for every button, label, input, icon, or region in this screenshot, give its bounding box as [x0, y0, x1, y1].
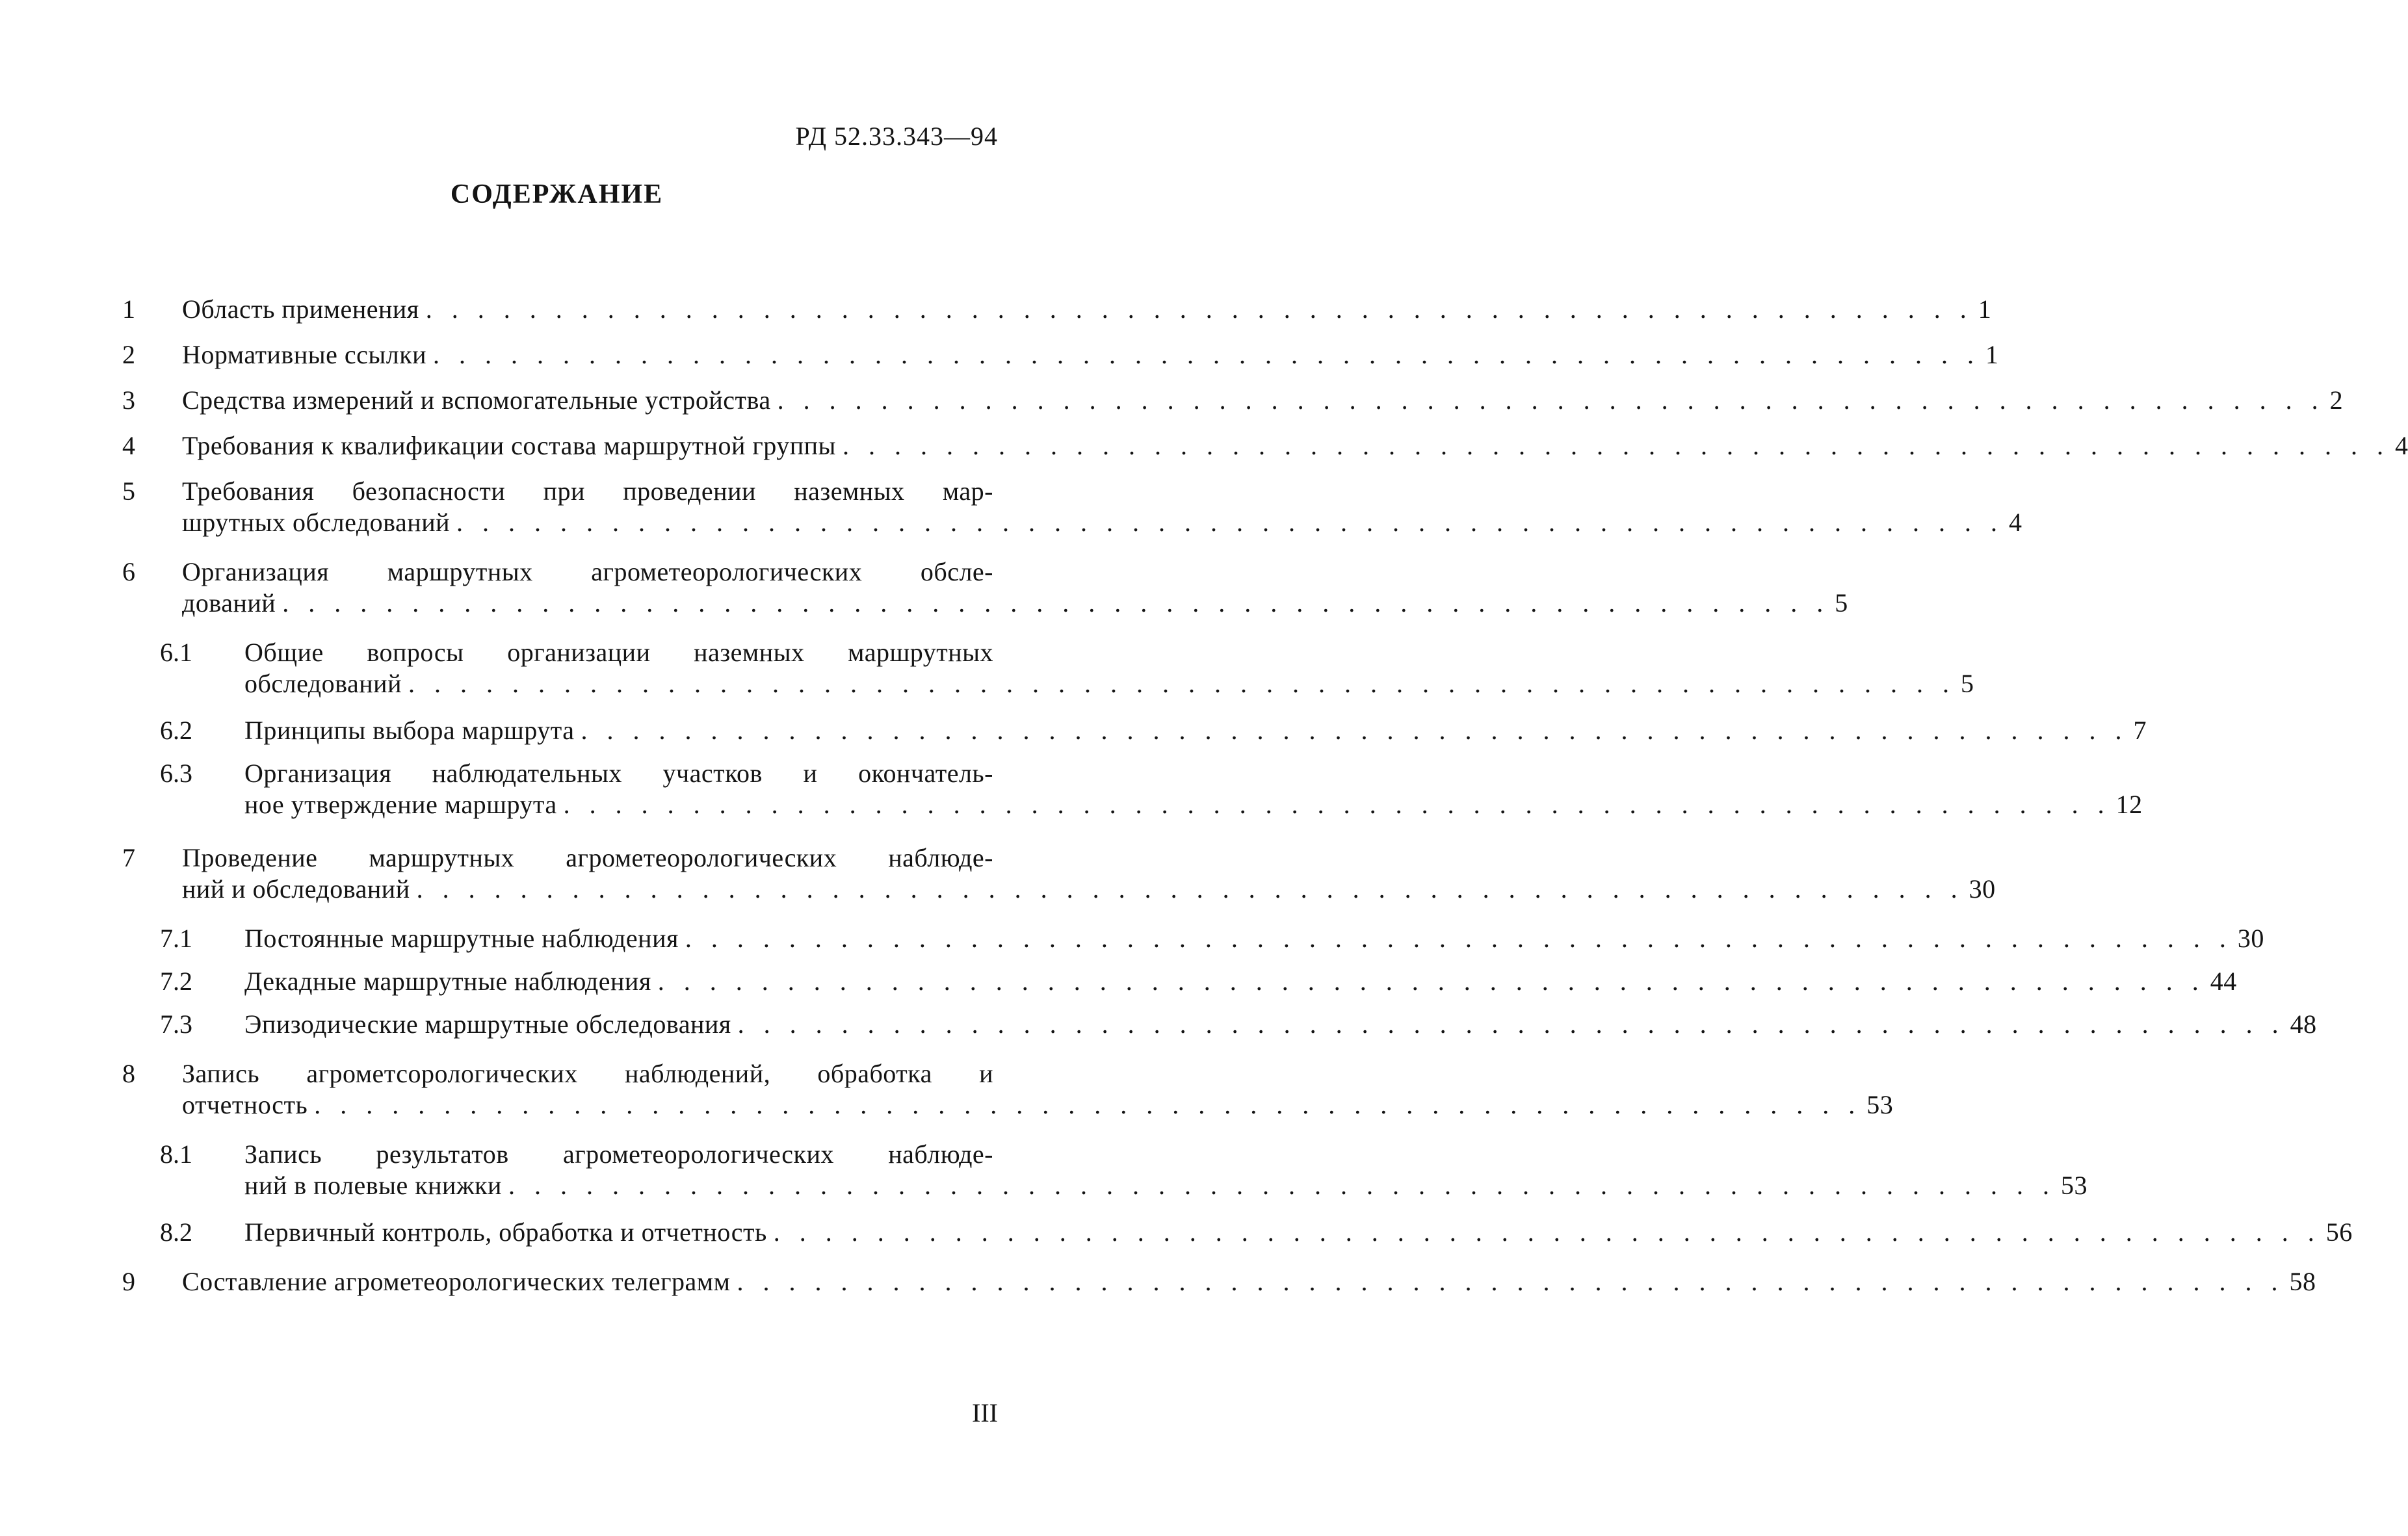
toc-entry-page: 12: [2115, 790, 2143, 819]
toc-entry-title-line: Требования к квалификации состава маршрутной группы: [182, 431, 836, 460]
toc-entry-page: 4: [2394, 431, 2408, 460]
dot-leader: . . . . . . . . . . . . . . . . . . . . . . . . . . . . . . . . . . . . . . . . . . . . . . . . . . . . . . . . . . . .: [456, 508, 2004, 537]
toc-entry-number: 8.1: [160, 1139, 192, 1169]
toc-entry-page: 5: [1835, 588, 1848, 618]
toc-entry-page: 58: [2289, 1267, 2316, 1296]
page-number: III: [972, 1398, 998, 1427]
toc-entry-title-line: Запись агрометсорологических наблюдений, обработка и: [182, 1059, 993, 1088]
toc-entry-number: 7.3: [160, 1009, 192, 1039]
toc-entry-title-line: Эпизодические маршрутные обследования: [244, 1009, 731, 1039]
toc-entry-title-line: Область применения: [182, 294, 419, 324]
toc-entry: [122, 923, 2264, 954]
toc-entry-page: 7: [2133, 716, 2147, 745]
toc-entry-number: 7.2: [160, 967, 192, 996]
toc-entry-title-line: ний в полевые книжки: [244, 1171, 502, 1200]
toc-entry-page: 1: [1978, 294, 1992, 324]
toc-entry: [122, 476, 2022, 538]
toc-entry-title-line: Проведение маршрутных агрометеорологических наблюде-: [182, 843, 993, 872]
toc-entry: [122, 842, 1996, 905]
toc-entry: [122, 637, 1974, 699]
dot-leader: . . . . . . . . . . . . . . . . . . . . . . . . . . . . . . . . . . . . . . . . . . . . . . . . . . . . . . . . . . . .: [508, 1171, 2056, 1200]
toc-entry-number: 6: [122, 557, 135, 586]
dot-leader: . . . . . . . . . . . . . . . . . . . . . . . . . . . . . . . . . . . . . . . . . . . . . . . . . . . . . . . . . . . .: [737, 1267, 2284, 1296]
toc-entry: [122, 1139, 2087, 1201]
dot-leader: . . . . . . . . . . . . . . . . . . . . . . . . . . . . . . . . . . . . . . . . . . . . . . . . . . . . . . . . . . . .: [416, 874, 1964, 904]
toc-entry-number: 6.3: [160, 759, 192, 788]
toc-entry-number: 6.1: [160, 638, 192, 667]
dot-leader: . . . . . . . . . . . . . . . . . . . . . . . . . . . . . . . . . . . . . . . . . . . . . . . . . . . . . . . . . . . .: [563, 790, 2111, 819]
toc-entry-number: 3: [122, 385, 135, 415]
toc-entry-page: 56: [2325, 1217, 2353, 1247]
toc-entry-number: 9: [122, 1267, 135, 1296]
toc-entry-page: 30: [1969, 874, 1996, 904]
toc-entry-page: 30: [2237, 924, 2264, 953]
toc-entry-title-line: Принципы выбора маршрута: [244, 716, 575, 745]
dot-leader: . . . . . . . . . . . . . . . . . . . . . . . . . . . . . . . . . . . . . . . . . . . . . . . . . . . . . . . . . . . .: [657, 967, 2205, 996]
toc-entry-title-line: обследований: [244, 669, 402, 698]
toc-entry: [122, 1217, 2353, 1248]
toc-entry-title-line: Постоянные маршрутные наблюдения: [244, 924, 679, 953]
dot-leader: . . . . . . . . . . . . . . . . . . . . . . . . . . . . . . . . . . . . . . . . . . . . . . . . . . . . . . . . . . . .: [408, 669, 1956, 698]
toc-entry-number: 8.2: [160, 1217, 192, 1247]
toc-entry-title-line: Первичный контроль, обработка и отчетность: [244, 1217, 767, 1247]
toc-entry-page: 48: [2290, 1009, 2317, 1039]
toc-entry: [122, 758, 2143, 820]
toc-entry: [122, 1009, 2317, 1040]
toc-entry-page: 5: [1960, 669, 1974, 698]
toc-entry-number: 7.1: [160, 924, 192, 953]
toc-entry-title-line: Декадные маршрутные наблюдения: [244, 967, 651, 996]
toc-entry-title-line: Составление агрометеорологических телеграмм: [182, 1267, 731, 1296]
toc-entry-page: 4: [2009, 508, 2022, 537]
dot-leader: . . . . . . . . . . . . . . . . . . . . . . . . . . . . . . . . . . . . . . . . . . . . . . . . . . . . . . . . . . . .: [282, 588, 1830, 618]
toc-entry-title-line: Нормативные ссылки: [182, 340, 427, 369]
toc-entry: [122, 1266, 2316, 1297]
toc-entry-title-line: Организация наблюдательных участков и окончатель-: [244, 759, 993, 788]
table-of-contents: [122, 294, 2408, 1297]
toc-entry-title-line: Запись результатов агрометеорологических наблюде-: [244, 1139, 993, 1169]
toc-entry-title-line: отчетность: [182, 1090, 308, 1119]
toc-entry-number: 4: [122, 431, 135, 460]
dot-leader: . . . . . . . . . . . . . . . . . . . . . . . . . . . . . . . . . . . . . . . . . . . . . . . . . . . . . . . . . . . .: [737, 1009, 2285, 1039]
dot-leader: . . . . . . . . . . . . . . . . . . . . . . . . . . . . . . . . . . . . . . . . . . . . . . . . . . . . . . . . . . . .: [777, 385, 2325, 415]
toc-entry-page: 2: [2329, 385, 2344, 415]
toc-entry: [122, 1058, 1894, 1121]
toc-entry: [122, 715, 2147, 746]
document-code: РД 52.33.343—94: [795, 122, 998, 151]
dot-leader: . . . . . . . . . . . . . . . . . . . . . . . . . . . . . . . . . . . . . . . . . . . . . . . . . . . . . . . . . . . .: [314, 1090, 1862, 1119]
toc-entry: [122, 966, 2237, 997]
toc-entry-title-line: Требования безопасности при проведении наземных мар-: [182, 476, 993, 506]
toc-entry-page: 53: [1866, 1090, 1894, 1119]
toc-entry: [122, 385, 2344, 416]
page-title: СОДЕРЖАНИЕ: [450, 179, 664, 209]
dot-leader: . . . . . . . . . . . . . . . . . . . . . . . . . . . . . . . . . . . . . . . . . . . . . . . . . . . . . . . . . . . .: [685, 924, 2232, 953]
toc-entry-page: 44: [2210, 967, 2237, 996]
toc-entry-page: 1: [1985, 340, 1999, 369]
toc-entry-page: 53: [2060, 1171, 2087, 1200]
toc-entry: [122, 339, 1999, 371]
dot-leader: . . . . . . . . . . . . . . . . . . . . . . . . . . . . . . . . . . . . . . . . . . . . . . . . . . . . . . . . . . . .: [433, 340, 1981, 369]
toc-entry: [122, 294, 1992, 325]
toc-entry: [122, 556, 1848, 619]
toc-entry: [122, 430, 2408, 462]
toc-entry-title-line: Общие вопросы организации наземных маршрутных: [244, 638, 993, 667]
toc-entry-title-line: ний и обследований: [182, 874, 410, 904]
toc-entry-title-line: Средства измерений и вспомогательные устройства: [182, 385, 771, 415]
toc-entry-number: 8: [122, 1059, 135, 1088]
toc-entry-number: 6.2: [160, 716, 192, 745]
toc-entry-title-line: Организация маршрутных агрометеорологических обсле-: [182, 557, 993, 586]
dot-leader: . . . . . . . . . . . . . . . . . . . . . . . . . . . . . . . . . . . . . . . . . . . . . . . . . . . . . . . . . . . .: [842, 431, 2390, 460]
toc-entry-number: 5: [122, 476, 135, 506]
dot-leader: . . . . . . . . . . . . . . . . . . . . . . . . . . . . . . . . . . . . . . . . . . . . . . . . . . . . . . . . . . . .: [581, 716, 2128, 745]
toc-entry-number: 2: [122, 340, 135, 369]
dot-leader: . . . . . . . . . . . . . . . . . . . . . . . . . . . . . . . . . . . . . . . . . . . . . . . . . . . . . . . . . . . .: [773, 1217, 2321, 1247]
dot-leader: . . . . . . . . . . . . . . . . . . . . . . . . . . . . . . . . . . . . . . . . . . . . . . . . . . . . . . . . . . . .: [425, 294, 1973, 324]
toc-entry-number: 7: [122, 843, 135, 872]
toc-entry-title-line: шрутных обследований: [182, 508, 451, 537]
toc-entry-title-line: ное утверждение маршрута: [244, 790, 557, 819]
toc-entry-title-line: дований: [182, 588, 276, 618]
toc-entry-number: 1: [122, 294, 135, 324]
